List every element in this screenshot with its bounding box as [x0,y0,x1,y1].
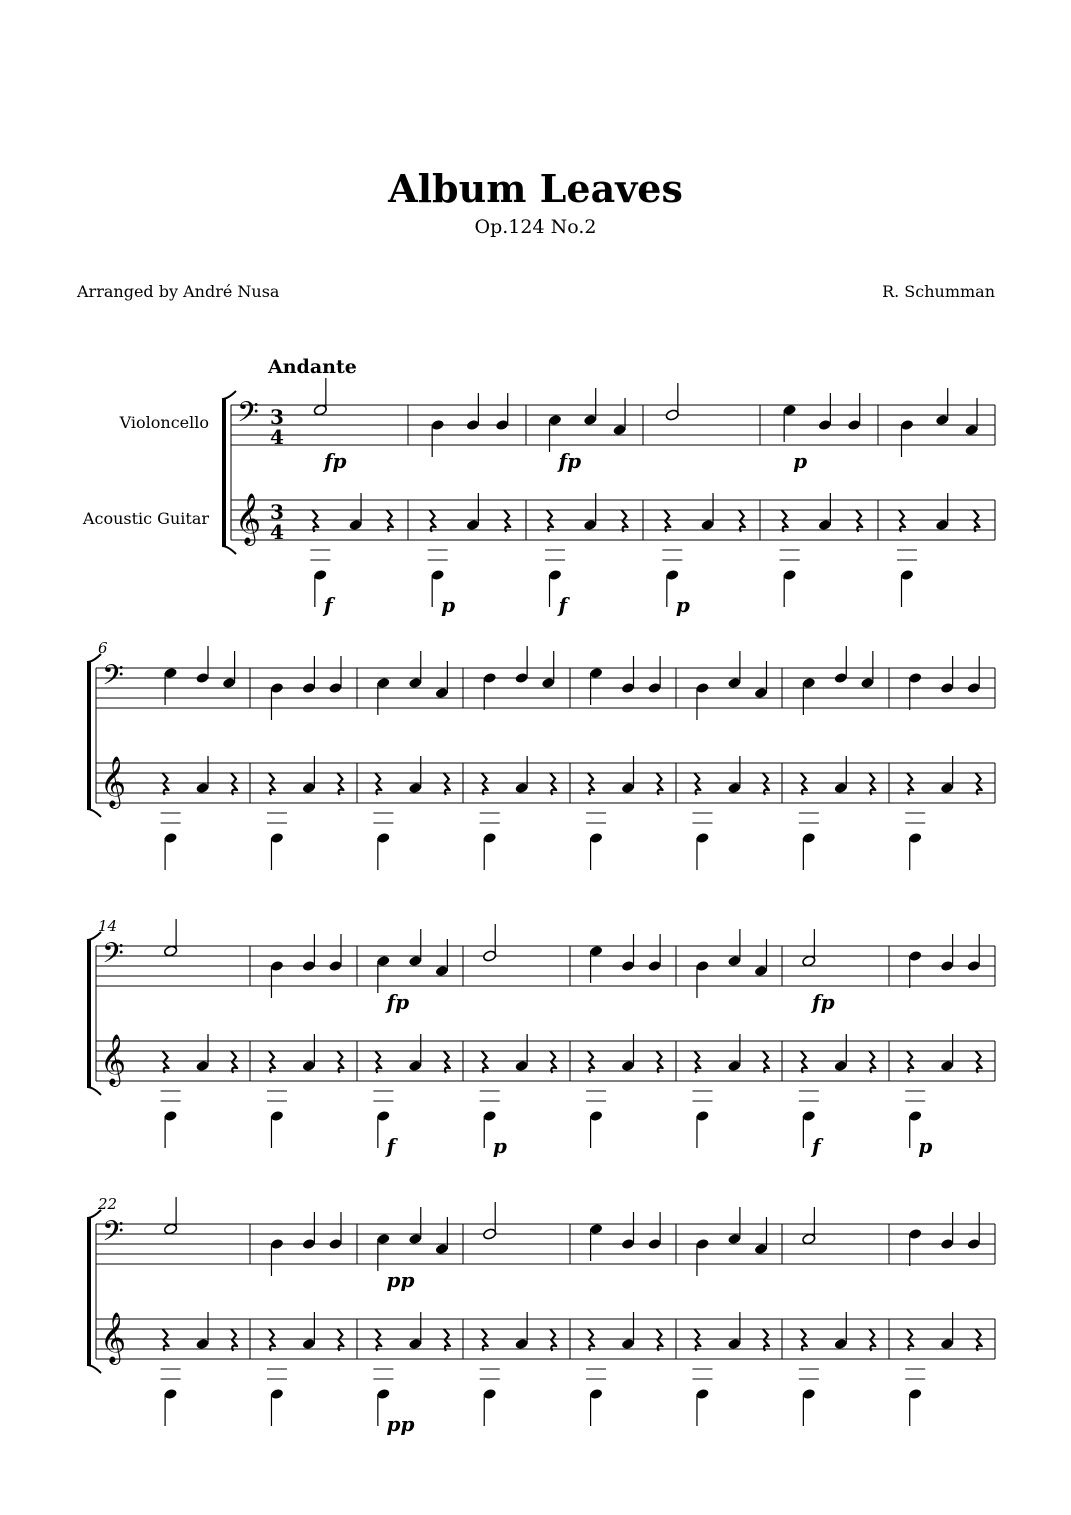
quarter-rest [801,773,807,795]
quarter-rest [976,773,982,795]
quarter-rest [231,1329,237,1351]
time-signature: 3 [270,405,284,429]
quarter-rest [163,1051,169,1073]
instrument-label-cello: Violoncello [119,413,209,432]
quarter-rest [337,1051,343,1073]
measure-number: 22 [98,1195,118,1213]
time-signature: 3 [270,500,284,524]
quarter-rest [899,510,905,532]
quarter-rest [694,1051,700,1073]
quarter-rest [269,773,275,795]
cello-dynamic: fp [558,449,582,473]
quarter-rest [375,773,381,795]
measure-number: 14 [98,917,118,935]
quarter-rest [231,773,237,795]
quarter-rest [588,1051,594,1073]
quarter-rest [231,1051,237,1073]
guitar-dynamic: f [323,593,333,617]
quarter-rest [444,1329,450,1351]
quarter-rest [763,1051,769,1073]
system-bracket [87,940,91,1087]
quarter-rest [869,773,875,795]
quarter-rest [375,1329,381,1351]
quarter-rest [739,510,745,532]
system-4 [87,1195,995,1436]
quarter-rest [907,1051,913,1073]
system-1 [222,378,995,617]
system-bracket [87,662,91,809]
guitar-dynamic: f [558,593,568,617]
guitar-dynamic: p [492,1134,507,1158]
quarter-rest [588,1329,594,1351]
guitar-dynamic: f [812,1134,821,1158]
quarter-rest [907,773,913,795]
cello-dynamic: fp [812,990,835,1014]
cello-dynamic: p [793,449,808,473]
score-subtitle: Op.124 No.2 [474,216,597,238]
system-bracket [222,399,226,546]
quarter-rest [976,1329,982,1351]
system-bracket [87,1218,91,1365]
cello-dynamic: fp [323,449,347,473]
guitar-dynamic: f [386,1134,396,1158]
quarter-rest [588,773,594,795]
quarter-rest [782,510,788,532]
quarter-rest [337,773,343,795]
quarter-rest [163,773,169,795]
system-bracket [87,809,101,817]
bass-clef: 𝄢 [237,396,259,436]
system-bracket [87,1365,101,1373]
quarter-rest [444,773,450,795]
quarter-rest [444,1051,450,1073]
bass-clef: 𝄢 [102,1215,124,1255]
quarter-rest [801,1051,807,1073]
time-signature: 4 [270,425,284,449]
quarter-rest [856,510,862,532]
quarter-rest [869,1329,875,1351]
quarter-rest [337,1329,343,1351]
cello-dynamic: pp [386,1268,415,1292]
time-signature: 4 [270,520,284,544]
bass-clef: 𝄢 [102,659,124,699]
quarter-rest [801,1329,807,1351]
treble-clef: 𝄞 [235,493,262,544]
quarter-rest [763,773,769,795]
quarter-rest [430,510,436,532]
quarter-rest [694,1329,700,1351]
guitar-dynamic: p [441,593,456,617]
score-title: Album Leaves [388,166,683,211]
quarter-rest [976,1051,982,1073]
quarter-rest [312,510,318,532]
quarter-rest [269,1329,275,1351]
instrument-label-guitar: Acoustic Guitar [82,509,209,528]
quarter-rest [269,1051,275,1073]
quarter-rest [482,1051,488,1073]
system-bracket [222,391,236,399]
tempo-marking: Andante [268,356,357,378]
treble-clef: 𝄞 [100,756,127,807]
quarter-rest [482,773,488,795]
quarter-rest [657,773,663,795]
quarter-rest [763,1329,769,1351]
quarter-rest [387,510,393,532]
quarter-rest [907,1329,913,1351]
guitar-dynamic: p [675,593,690,617]
quarter-rest [657,1329,663,1351]
quarter-rest [622,510,628,532]
quarter-rest [547,510,553,532]
measure-number: 6 [98,639,108,657]
arranger-credit: Arranged by André Nusa [77,282,280,301]
system-3 [87,917,995,1158]
quarter-rest [550,773,556,795]
quarter-rest [163,1329,169,1351]
cello-dynamic: fp [386,990,410,1014]
composer-credit: R. Schumman [882,282,995,301]
quarter-rest [657,1051,663,1073]
quarter-rest [664,510,670,532]
bass-clef: 𝄢 [102,937,124,977]
quarter-rest [550,1329,556,1351]
quarter-rest [504,510,510,532]
guitar-dynamic: pp [386,1412,415,1436]
treble-clef: 𝄞 [100,1034,127,1085]
system-bracket [222,546,236,554]
quarter-rest [550,1051,556,1073]
quarter-rest [694,773,700,795]
quarter-rest [482,1329,488,1351]
system-2 [87,639,995,870]
quarter-rest [375,1051,381,1073]
quarter-rest [974,510,980,532]
treble-clef: 𝄞 [100,1312,127,1363]
system-bracket [87,1087,101,1095]
guitar-dynamic: p [918,1134,933,1158]
quarter-rest [869,1051,875,1073]
